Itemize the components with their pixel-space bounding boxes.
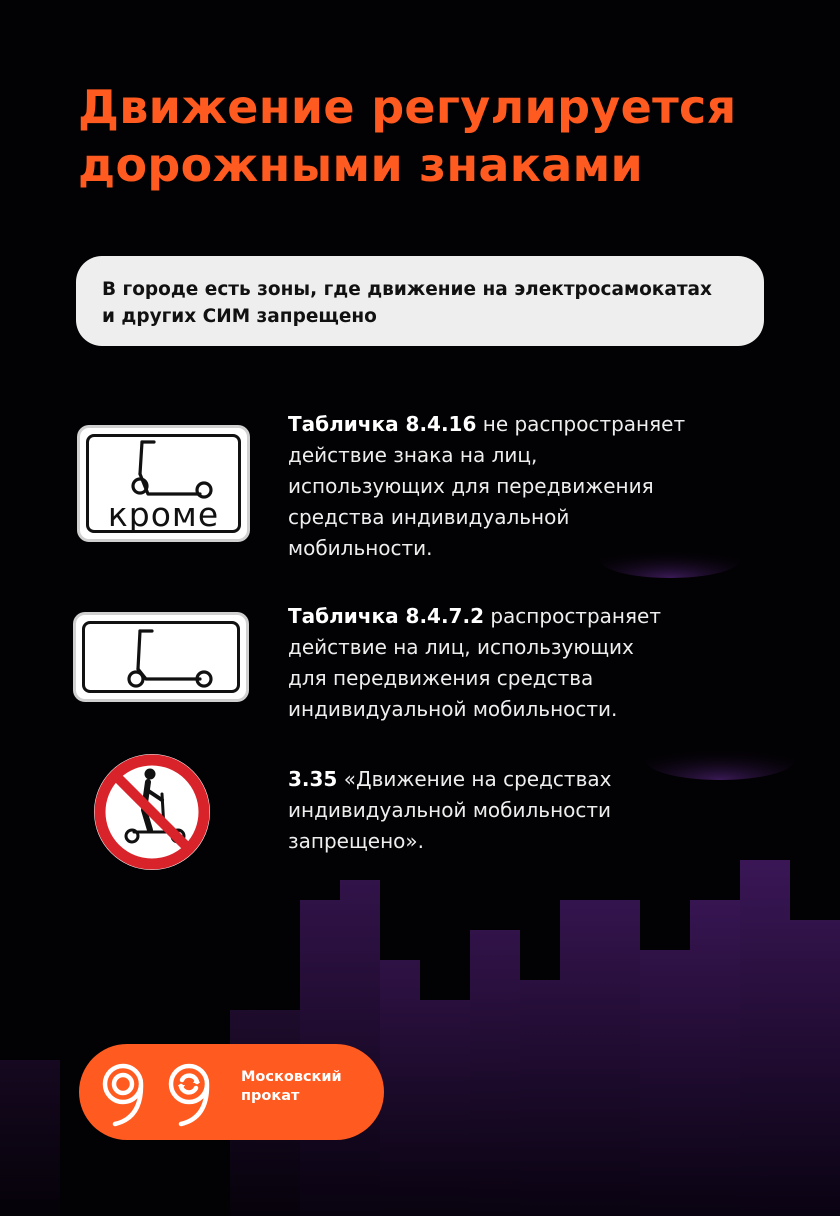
scooter-plate-icon — [73, 612, 249, 702]
sign-description-3-35 — [288, 764, 758, 857]
restriction-notice — [76, 256, 764, 346]
no-scooter-sign-icon — [92, 752, 212, 872]
sign-code: Табличка 8.4.7.2 — [288, 604, 484, 628]
title-line-1: Движение регулируется — [78, 80, 737, 134]
scooter-plate-except-icon — [77, 425, 250, 542]
logo-line-1: Московский — [241, 1069, 342, 1085]
page-title — [78, 78, 778, 194]
description-text: действие знака на лиц, — [288, 443, 538, 467]
description-text: действие на лиц, использующих — [288, 635, 634, 659]
sign-description-8-4-16 — [288, 409, 758, 564]
title-line-2: дорожными знаками — [78, 138, 644, 192]
description-text: для передвижения средства — [288, 666, 594, 690]
description-text: запрещено». — [288, 829, 425, 853]
logo-text — [241, 1068, 342, 1106]
description-text: средства индивидуальной — [288, 505, 570, 529]
moscow-rental-logo[interactable] — [79, 1044, 384, 1140]
plate-except-text: кроме — [107, 495, 220, 534]
sign-description-8-4-7-2 — [288, 601, 758, 725]
description-text: использующих для передвижения — [288, 474, 654, 498]
description-text: «Движение на средствах — [337, 767, 612, 791]
sign-code: Табличка 8.4.16 — [288, 412, 477, 436]
sign-code: 3.35 — [288, 767, 338, 791]
notice-line-1: В городе есть зоны, где движение на электросамокатах — [102, 279, 712, 300]
description-text: не распространяет — [476, 412, 686, 436]
scooter-pictogram-icon — [76, 615, 252, 705]
logo-line-2: прокат — [241, 1088, 300, 1104]
description-text: мобильности. — [288, 536, 433, 560]
description-text: распространяет — [484, 604, 661, 628]
description-text: индивидуальной мобильности. — [288, 697, 618, 721]
description-text: индивидуальной мобильности — [288, 798, 612, 822]
notice-line-2: и других СИМ запрещено — [102, 306, 377, 327]
